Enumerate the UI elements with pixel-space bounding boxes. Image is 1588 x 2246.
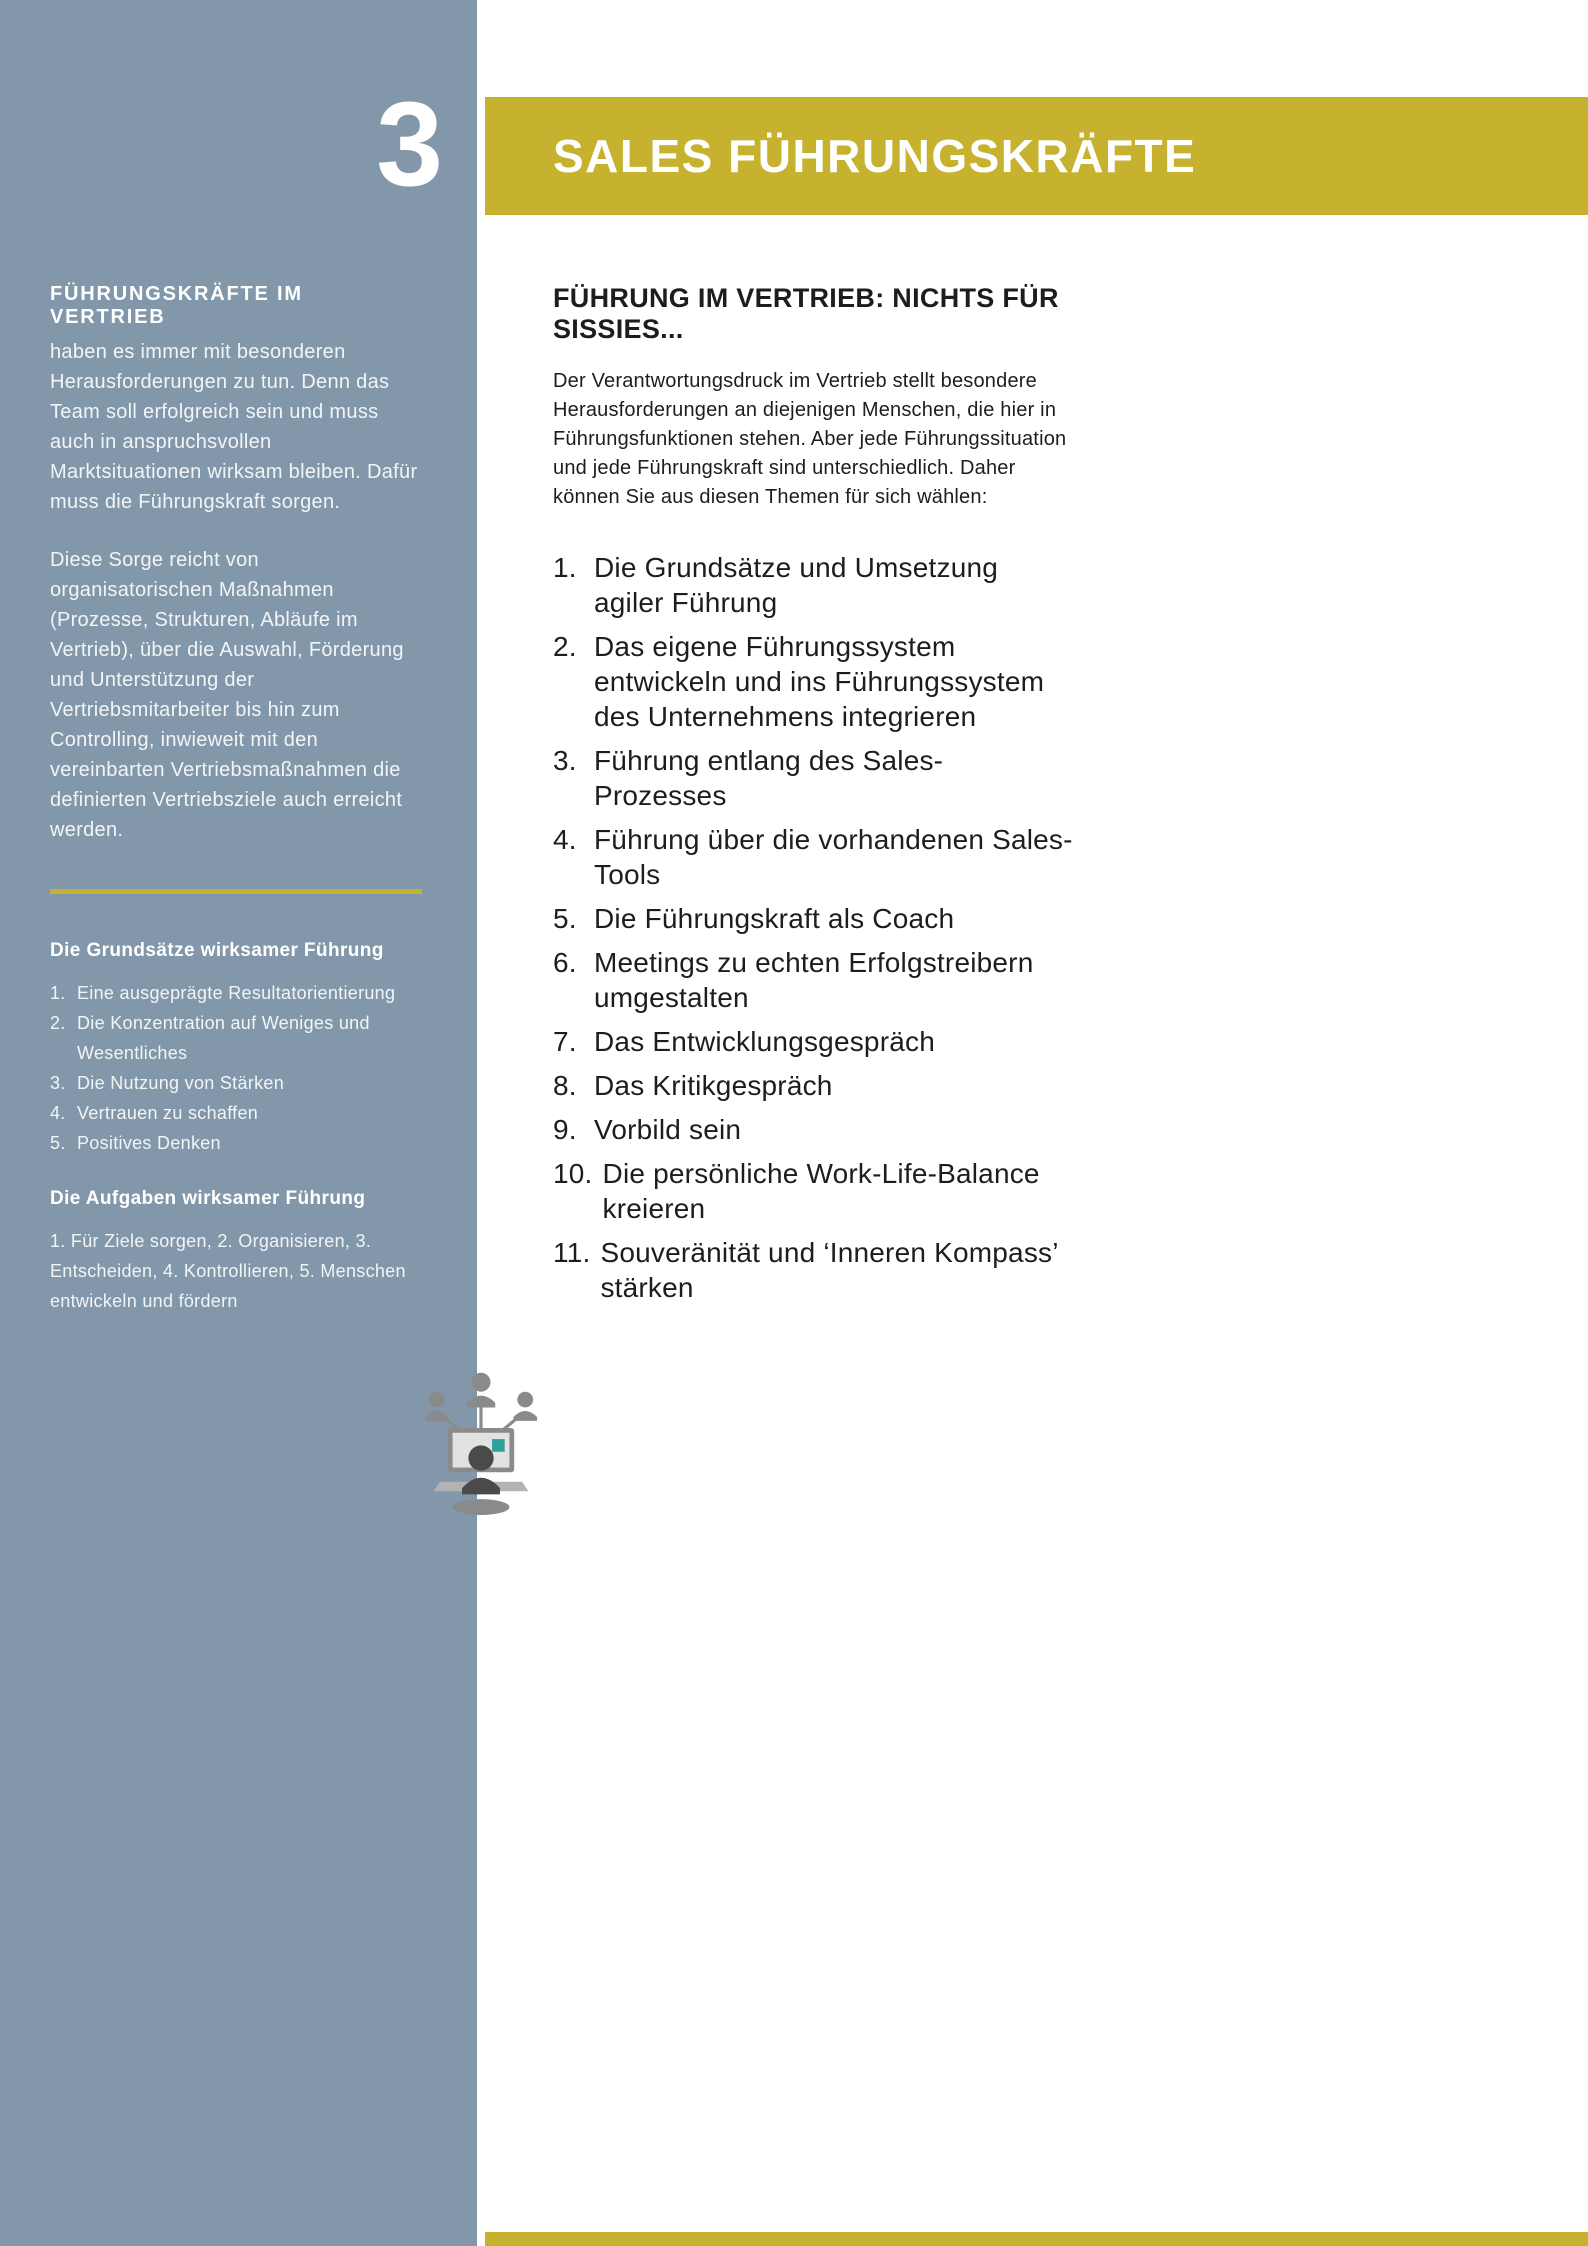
list-item-text: Vertrauen zu schaffen: [77, 1103, 259, 1123]
list-item: [553, 1156, 1073, 1226]
list-item-text: Positives Denken: [77, 1133, 221, 1153]
list-item-text: Die Konzentration auf Weniges und Wesentliches: [77, 1013, 370, 1063]
sidebar-paragraph-1: haben es immer mit besonderen Herausforderungen zu tun. Denn das Team soll erfolgreich sein und muss auch in anspruchsvollen Marktsituationen wirksam bleiben. Dafür muss die Führungskraft sorgen.: [50, 341, 418, 513]
list-item-text: Meetings zu echten Erfolgstreibern umgestalten: [594, 947, 1034, 1013]
list-item: [553, 1112, 1073, 1147]
list-item: [553, 822, 1073, 892]
list-item: [50, 1008, 425, 1068]
list-item-number: 5.: [553, 903, 577, 934]
banner-title: SALES FÜHRUNGSKRÄFTE: [553, 130, 1197, 182]
list-item-text: Das Kritikgespräch: [594, 1070, 833, 1101]
yellow-divider: [50, 889, 422, 894]
people-network-icon: [402, 1368, 560, 1526]
chapter-number: 3: [376, 77, 441, 211]
list-item: [553, 550, 1073, 620]
list-item: [50, 1128, 425, 1158]
list-item: [553, 743, 1073, 813]
list-item: [553, 901, 1073, 936]
list-item: [50, 978, 425, 1008]
list-item: [553, 1235, 1073, 1305]
list-item-text: Eine ausgeprägte Resultatorientierung: [77, 983, 396, 1003]
list-item-text: Das Entwicklungsgespräch: [594, 1026, 935, 1057]
main-content: [553, 283, 1073, 1314]
list-item: [50, 1098, 425, 1128]
list-item-text: Die Nutzung von Stärken: [77, 1073, 285, 1093]
list-item-number: 2.: [553, 631, 577, 662]
list-item-number: 1.: [50, 983, 66, 1003]
list-item-number: 4.: [50, 1103, 66, 1123]
list-item-number: 3.: [50, 1073, 66, 1093]
list-item-text: Die Grundsätze und Umsetzung agiler Führung: [594, 552, 999, 618]
list-item-text: Führung über die vorhandenen Sales-Tools: [594, 824, 1073, 890]
list-item-text: Vorbild sein: [594, 1114, 742, 1145]
sidebar-content: [50, 283, 425, 1316]
principles-heading: Die Grundsätze wirksamer Führung: [50, 940, 384, 961]
sidebar-paragraph-2: Diese Sorge reicht von organisatorischen Maßnahmen (Prozesse, Strukturen, Abläufe im Vertrieb), über die Auswahl, Förderung und Unterstützung der Vertriebsmitarbeiter bis hin zum Controlling, inwieweit mit den vereinbarten Vertriebsmaßnahmen die definierten Vertriebsziele auch erreicht werden.: [50, 549, 404, 841]
list-item: [553, 945, 1073, 1015]
sidebar-heading: FÜHRUNGSKRÄFTE IM VERTRIEB: [50, 283, 303, 328]
list-item-number: 6.: [553, 947, 577, 978]
list-item-text: Führung entlang des Sales-Prozesses: [594, 745, 944, 811]
main-intro: Der Verantwortungsdruck im Vertrieb stellt besondere Herausforderungen an diejenigen Menschen, die hier in Führungsfunktionen stehen. Aber jede Führungssituation und jede Führungskraft sind unterschiedlich. Daher können Sie aus diesen Themen für sich wählen:: [553, 370, 1067, 508]
tasks-text: 1. Für Ziele sorgen, 2. Organisieren, 3. Entscheiden, 4. Kontrollieren, 5. Menschen entwickeln und fördern: [50, 1231, 406, 1311]
list-item: [553, 1068, 1073, 1103]
sidebar: [0, 0, 477, 2246]
list-item: [50, 1068, 425, 1098]
list-item-number: 7.: [553, 1026, 577, 1057]
list-item: [553, 629, 1073, 734]
tasks-heading: Die Aufgaben wirksamer Führung: [50, 1188, 366, 1209]
list-item-number: 9.: [553, 1114, 577, 1145]
list-item-number: 8.: [553, 1070, 577, 1101]
list-item-number: 3.: [553, 745, 577, 776]
list-item-number: 2.: [50, 1013, 66, 1033]
chapter-banner: [485, 97, 1588, 215]
main-heading: FÜHRUNG IM VERTRIEB: NICHTS FÜR SISSIES...: [553, 283, 1059, 344]
list-item-number: 4.: [553, 824, 577, 855]
list-item-number: 11.: [553, 1237, 591, 1268]
list-item-text: Die Führungskraft als Coach: [594, 903, 955, 934]
list-item-number: 10.: [553, 1158, 593, 1189]
list-item-number: 1.: [553, 552, 577, 583]
list-item-text: Souveränität und ‘Inneren Kompass’ stärken: [600, 1237, 1058, 1303]
topics-list: [553, 550, 1073, 1305]
list-item-text: Das eigene Führungssystem entwickeln und ins Führungssystem des Unternehmens integrieren: [594, 631, 1045, 732]
bottom-accent-strip: [485, 2232, 1588, 2246]
list-item: [553, 1024, 1073, 1059]
list-item-number: 5.: [50, 1133, 66, 1153]
list-item-text: Die persönliche Work-Life-Balance kreieren: [602, 1158, 1040, 1224]
principles-list: [50, 978, 425, 1158]
